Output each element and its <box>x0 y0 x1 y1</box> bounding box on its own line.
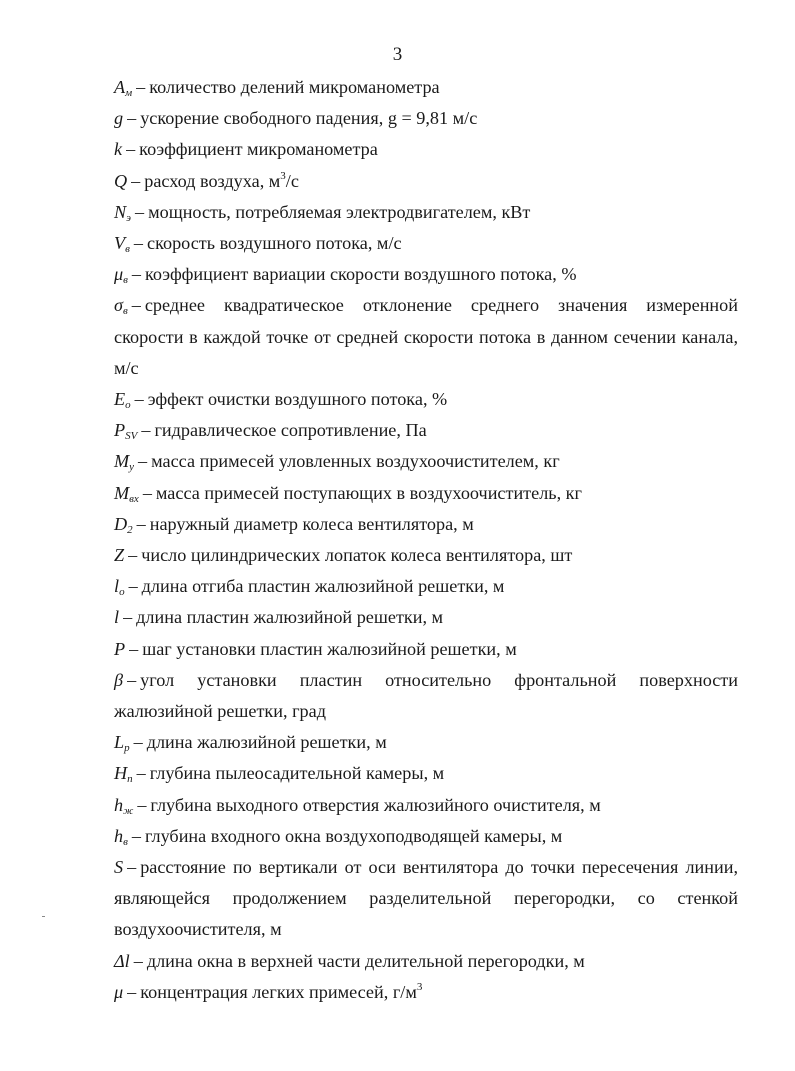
notation-dash: – <box>131 264 142 285</box>
notation-entry <box>114 384 738 415</box>
notation-dash: – <box>137 794 147 815</box>
notation-symbol: Q <box>114 170 128 191</box>
notation-description: шаг установки пластин жалюзийной решетки, м <box>142 638 517 659</box>
notation-description: длина отгиба пластин жалюзийной решетки, м <box>141 576 505 597</box>
notation-entry <box>114 509 738 540</box>
notation-entry <box>114 540 738 571</box>
notation-entry <box>114 166 738 197</box>
notation-entry <box>114 852 738 946</box>
notation-entry <box>114 103 738 134</box>
notation-symbol: l <box>114 576 120 597</box>
notation-dash: – <box>141 420 151 441</box>
notation-description: эффект очистки воздушного потока, % <box>147 389 448 410</box>
notation-superscript: 3 <box>280 169 286 182</box>
notation-dash: – <box>134 389 144 410</box>
notation-dash: – <box>123 607 133 628</box>
notation-dash: – <box>136 763 146 784</box>
notation-symbol: E <box>114 389 126 410</box>
notation-description: расстояние по вертикали от оси вентилятора до точки пересечения линии, являющейся продолжением разделительной перегородки, со стенкой воздухоочистителя, м <box>114 857 738 940</box>
notation-subscript: 2 <box>127 523 133 536</box>
notation-subscript: п <box>127 773 133 786</box>
notation-symbol: k <box>114 139 123 160</box>
notation-entry <box>114 977 738 1008</box>
notation-description: масса примесей поступающих в воздухоочиститель, кг <box>155 482 582 503</box>
notation-symbol: Δl <box>114 950 130 971</box>
notation-entry <box>114 946 738 977</box>
notation-description: длина пластин жалюзийной решетки, м <box>136 607 444 628</box>
notation-dash: – <box>142 482 152 503</box>
notation-entry <box>114 727 738 758</box>
notation-dash: – <box>136 513 146 534</box>
notation-description: скорость воздушного потока, м/с <box>147 233 402 254</box>
notation-dash: – <box>133 233 143 254</box>
notation-dash: – <box>131 825 141 846</box>
notation-entry <box>114 790 738 821</box>
notation-symbol: σ <box>114 295 123 316</box>
notation-description: длина жалюзийной решетки, м <box>146 732 387 753</box>
notation-description: количество делений микроманометра <box>149 77 440 97</box>
notation-entry <box>114 228 738 259</box>
notation-description: коэффициент микроманометра <box>139 139 378 160</box>
notation-list <box>114 72 738 1008</box>
notation-subscript: y <box>129 461 135 474</box>
notation-subscript: в <box>122 305 128 318</box>
notation-symbol: N <box>114 201 127 222</box>
notation-symbol: M <box>114 451 130 472</box>
notation-symbol: L <box>114 732 125 753</box>
notation-entry <box>114 665 738 727</box>
notation-description: коэффициент вариации скорости воздушного потока, % <box>145 264 577 285</box>
notation-description: длина окна в верхней части делительной перегородки, м <box>146 950 585 971</box>
notation-subscript: p <box>124 742 130 755</box>
notation-symbol: P <box>114 420 126 441</box>
notation-symbol: A <box>114 77 126 97</box>
notation-symbol: β <box>114 669 124 690</box>
notation-description: число цилиндрических лопаток колеса вентилятора, шт <box>141 545 573 566</box>
notation-entry <box>114 571 738 602</box>
notation-entry <box>114 602 738 633</box>
notation-subscript: в <box>123 274 128 287</box>
notation-description-tail: /с <box>285 170 299 191</box>
notation-symbol: S <box>114 857 124 878</box>
page-number: 3 <box>392 44 403 65</box>
notation-dash: – <box>133 732 143 753</box>
notation-entry <box>114 290 738 384</box>
notation-entry <box>114 72 738 103</box>
notation-description: масса примесей уловленных воздухоочистителем, кг <box>151 451 560 472</box>
notation-symbol: h <box>114 825 124 846</box>
notation-entry <box>114 634 738 665</box>
notation-symbol: P <box>114 638 126 659</box>
notation-dash: – <box>127 857 137 878</box>
notation-symbol: D <box>114 513 128 534</box>
notation-symbol: M <box>114 482 130 503</box>
notation-dash: – <box>138 451 148 472</box>
notation-dash: – <box>131 295 141 316</box>
notation-dash: – <box>128 576 138 597</box>
notation-dash: – <box>136 77 146 97</box>
notation-description: глубина входного окна воздухоподводящей камеры, м <box>144 825 563 846</box>
notation-dash: – <box>127 981 137 1002</box>
notation-dash: – <box>127 108 137 129</box>
notation-superscript: 3 <box>416 980 423 993</box>
notation-description: глубина пылеосадительной камеры, м <box>149 763 445 784</box>
notation-description: среднее квадратическое отклонение среднего значения измеренной скорости в каждой точке от средней скорости потока в данном сечении канала, м/с <box>114 295 738 378</box>
notation-dash: – <box>128 545 138 566</box>
notation-entry <box>114 259 738 290</box>
notation-subscript: в <box>123 835 128 848</box>
notation-symbol: h <box>114 794 124 815</box>
notation-symbol: μ <box>114 981 124 1002</box>
notation-dash: – <box>129 638 139 659</box>
notation-subscript: в <box>125 243 130 256</box>
notation-description: концентрация легких примесей, г/м <box>140 981 417 1002</box>
scan-artifact <box>42 916 45 917</box>
notation-description: расход воздуха, м <box>144 170 281 191</box>
notation-symbol: H <box>114 763 128 784</box>
notation-entry <box>114 415 738 446</box>
notation-dash: – <box>126 139 136 160</box>
notation-description: ускорение свободного падения, g = 9,81 м/с <box>140 108 478 129</box>
notation-description: угол установки пластин относительно фронтальной поверхности жалюзийной решетки, град <box>114 669 738 722</box>
notation-symbol: g <box>114 108 124 129</box>
notation-entry <box>114 478 738 509</box>
notation-description: мощность, потребляемая электродвигателем, кВт <box>148 201 531 222</box>
notation-subscript: SV <box>125 430 138 443</box>
notation-subscript: э <box>126 211 131 224</box>
notation-symbol: μ <box>114 264 124 285</box>
notation-subscript: ж <box>123 804 134 817</box>
notation-entry <box>114 197 738 228</box>
notation-dash: – <box>133 950 143 971</box>
notation-subscript: м <box>125 87 133 99</box>
notation-subscript: вх <box>129 492 139 505</box>
notation-symbol: l <box>114 607 120 628</box>
notation-subscript: o <box>119 586 125 599</box>
notation-description: гидравлическое сопротивление, Па <box>154 420 427 441</box>
notation-symbol: V <box>114 233 126 254</box>
notation-dash: – <box>127 669 137 690</box>
notation-entry <box>114 758 738 789</box>
notation-entry <box>114 446 738 477</box>
notation-entry <box>114 821 738 852</box>
notation-subscript: o <box>125 399 131 412</box>
notation-symbol: Z <box>114 545 125 566</box>
notation-dash: – <box>131 170 141 191</box>
notation-description: наружный диаметр колеса вентилятора, м <box>149 513 474 534</box>
notation-dash: – <box>135 201 145 222</box>
notation-description: глубина выходного отверстия жалюзийного очистителя, м <box>150 794 601 815</box>
notation-entry <box>114 134 738 165</box>
